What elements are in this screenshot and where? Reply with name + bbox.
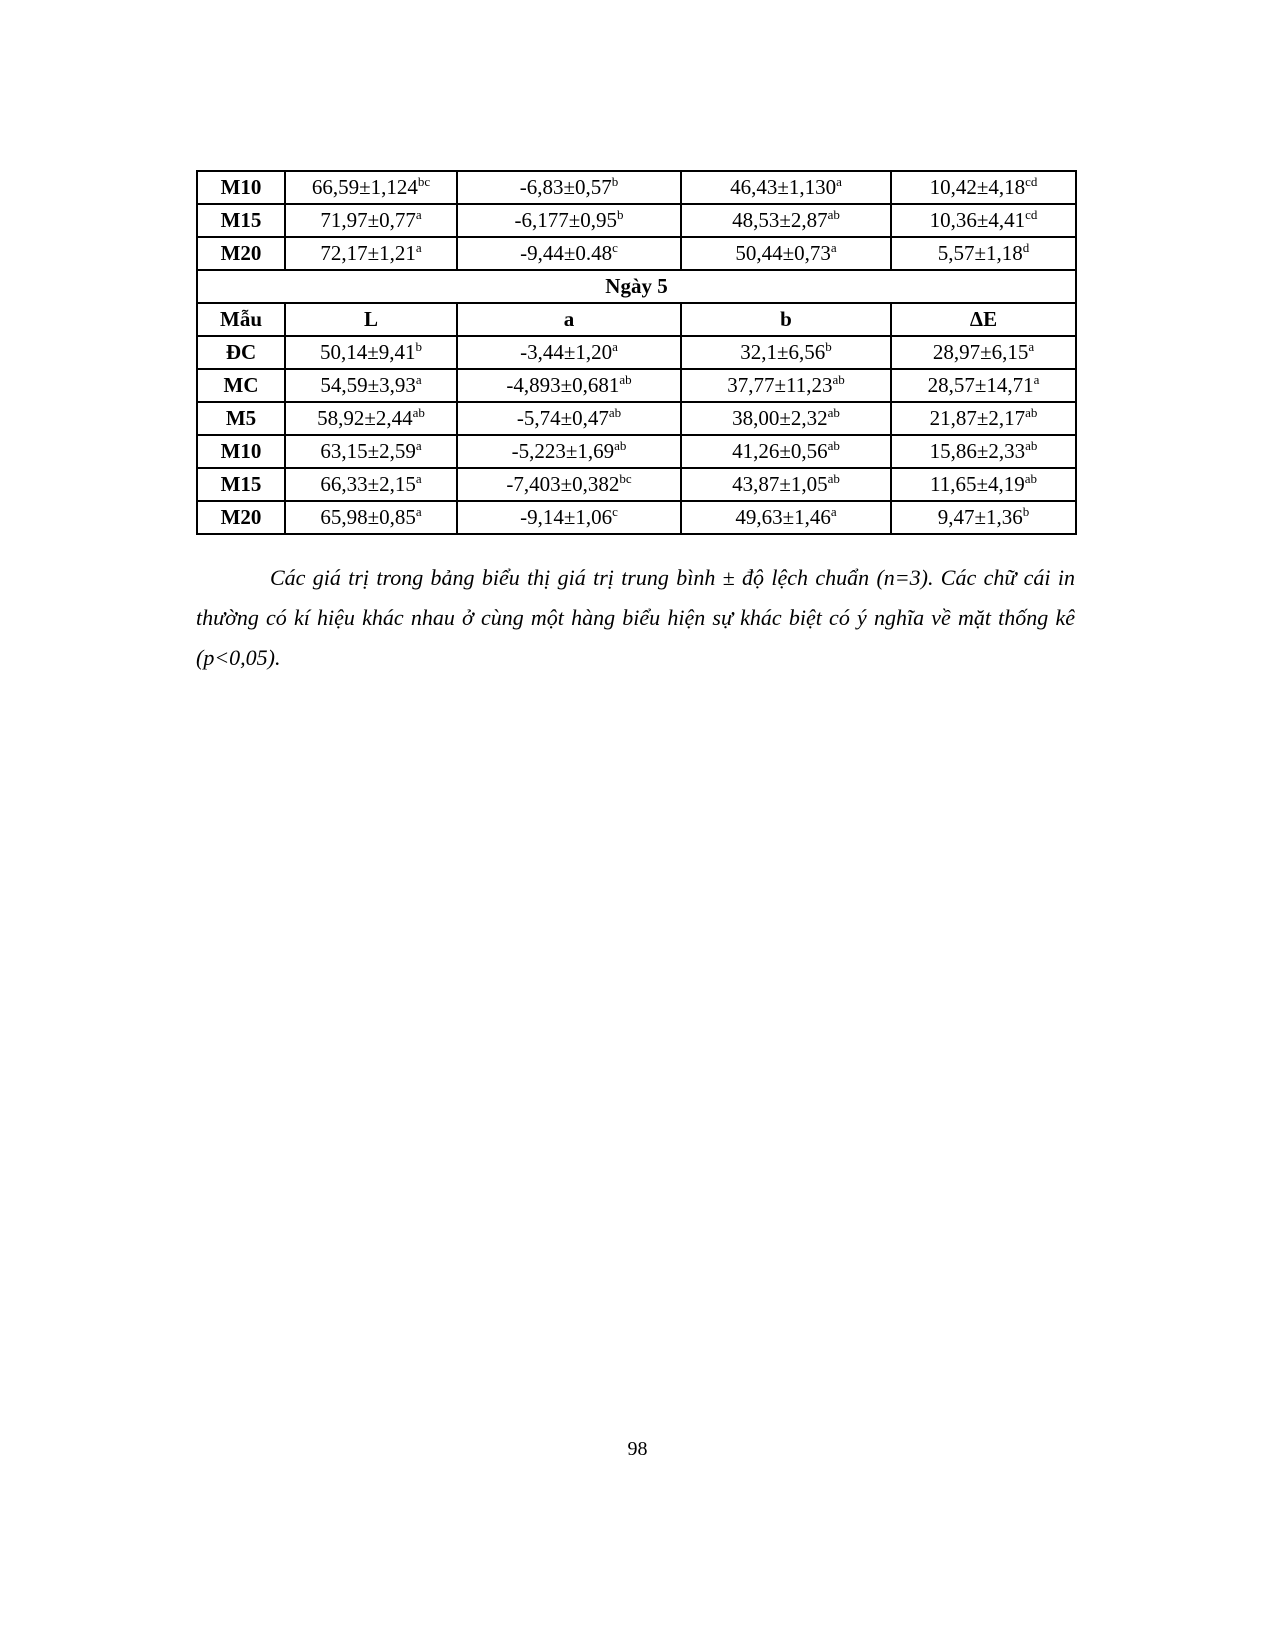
significance-letter: ab bbox=[827, 471, 840, 487]
significance-letter: cd bbox=[1025, 174, 1038, 190]
column-header: a bbox=[457, 303, 681, 336]
value-cell: 71,97±0,77$^a$ bbox=[285, 204, 457, 237]
value-cell: 38,00±2,32$^{ab}$ bbox=[681, 402, 891, 435]
value-cell: 10,36±4,41$^{cd}$ bbox=[891, 204, 1076, 237]
significance-letter: ab bbox=[827, 405, 840, 421]
value-cell: 43,87±1,05$^{ab}$ bbox=[681, 468, 891, 501]
table-row bbox=[197, 468, 1076, 501]
significance-letter: b bbox=[825, 339, 832, 355]
significance-letter: c bbox=[612, 504, 618, 520]
significance-letter: a bbox=[415, 504, 422, 520]
significance-letter: b bbox=[1022, 504, 1030, 520]
significance-letter: a bbox=[836, 174, 842, 190]
value-cell: 72,17±1,21$^a$ bbox=[285, 237, 457, 270]
sample-label-cell: M10 bbox=[197, 171, 285, 204]
table-row bbox=[197, 435, 1076, 468]
table-caption: Các giá trị trong bảng biểu thị giá trị trung bình ± độ lệch chuẩn (n=3). Các chữ cái in thường có kí hiệu khác nhau ở cùng một hàng biểu hiện sự khác biệt có ý nghĩa về mặt thống kê (p<0,05). bbox=[196, 565, 1075, 671]
value-cell: 46,43±1,130$^a$ bbox=[681, 171, 891, 204]
significance-letter: b bbox=[611, 174, 619, 190]
value-cell: 9,47±1,36$^b$ bbox=[891, 501, 1076, 534]
value-cell: -4,893±0,681$^{ab}$ bbox=[457, 369, 681, 402]
significance-letter: ab bbox=[827, 438, 840, 454]
value-cell: 15,86±2,33$^{ab}$ bbox=[891, 435, 1076, 468]
significance-letter: a bbox=[830, 504, 837, 520]
column-header: b bbox=[681, 303, 891, 336]
value-cell: 65,98±0,85$^a$ bbox=[285, 501, 457, 534]
value-cell: 50,44±0,73$^a$ bbox=[681, 237, 891, 270]
significance-letter: ab bbox=[608, 405, 622, 421]
sample-label-cell: M5 bbox=[197, 402, 285, 435]
significance-letter: ab bbox=[1025, 438, 1038, 454]
significance-letter: a bbox=[612, 339, 618, 355]
value-cell: 54,59±3,93$^a$ bbox=[285, 369, 457, 402]
sample-label-cell: ĐC bbox=[197, 336, 285, 369]
significance-letter: d bbox=[1022, 240, 1030, 256]
value-cell: -3,44±1,20$^a$ bbox=[457, 336, 681, 369]
value-cell: 37,77±11,23$^{ab}$ bbox=[681, 369, 891, 402]
table-row bbox=[197, 402, 1076, 435]
section-title: Ngày 5 bbox=[197, 270, 1076, 303]
significance-letter: ab bbox=[827, 207, 840, 223]
significance-letter: b bbox=[415, 339, 423, 355]
sample-label-cell: M20 bbox=[197, 501, 285, 534]
table-row bbox=[197, 204, 1076, 237]
sample-label-cell: MC bbox=[197, 369, 285, 402]
significance-letter: bc bbox=[619, 471, 632, 487]
significance-letter: ab bbox=[1025, 405, 1038, 421]
significance-letter: a bbox=[415, 372, 422, 388]
section-header-row bbox=[197, 270, 1076, 303]
value-cell: 5,57±1,18$^d$ bbox=[891, 237, 1076, 270]
value-cell: 66,33±2,15$^a$ bbox=[285, 468, 457, 501]
column-header-row bbox=[197, 303, 1076, 336]
page-number: 98 bbox=[627, 1438, 648, 1460]
column-header: ΔE bbox=[891, 303, 1076, 336]
value-cell: 11,65±4,19$^{ab}$ bbox=[891, 468, 1076, 501]
significance-letter: ab bbox=[412, 405, 425, 421]
table-row bbox=[197, 171, 1076, 204]
table-row bbox=[197, 501, 1076, 534]
value-cell: -6,83±0,57$^b$ bbox=[457, 171, 681, 204]
significance-letter: a bbox=[415, 240, 422, 256]
significance-letter: c bbox=[612, 240, 618, 256]
value-cell: -7,403±0,382$^{bc}$ bbox=[457, 468, 681, 501]
significance-letter: ab bbox=[614, 438, 627, 454]
significance-letter: a bbox=[415, 207, 422, 223]
value-cell: 49,63±1,46$^a$ bbox=[681, 501, 891, 534]
sample-label-cell: M15 bbox=[197, 468, 285, 501]
sample-label-cell: M10 bbox=[197, 435, 285, 468]
value-cell: 66,59±1,124$^{bc}$ bbox=[285, 171, 457, 204]
significance-letter: a bbox=[1033, 372, 1040, 388]
value-cell: 50,14±9,41$^b$ bbox=[285, 336, 457, 369]
significance-letter: a bbox=[1028, 339, 1035, 355]
significance-letter: ab bbox=[1024, 471, 1038, 487]
sample-label-cell: M15 bbox=[197, 204, 285, 237]
table-row bbox=[197, 336, 1076, 369]
color-measurement-table bbox=[196, 170, 1077, 535]
significance-letter: a bbox=[830, 240, 837, 256]
significance-letter: ab bbox=[832, 372, 845, 388]
value-cell: 58,92±2,44$^{ab}$ bbox=[285, 402, 457, 435]
column-header: Mẫu bbox=[197, 303, 285, 336]
value-cell: -5,223±1,69$^{ab}$ bbox=[457, 435, 681, 468]
significance-letter: a bbox=[415, 438, 422, 454]
value-cell: 28,57±14,71$^a$ bbox=[891, 369, 1076, 402]
value-cell: 48,53±2,87$^{ab}$ bbox=[681, 204, 891, 237]
column-header: L bbox=[285, 303, 457, 336]
value-cell: -9,14±1,06$^c$ bbox=[457, 501, 681, 534]
significance-letter: ab bbox=[619, 372, 632, 388]
sample-label-cell: M20 bbox=[197, 237, 285, 270]
value-cell: 10,42±4,18$^{cd}$ bbox=[891, 171, 1076, 204]
table-body bbox=[197, 171, 1076, 534]
value-cell: -9,44±0.48$^c$ bbox=[457, 237, 681, 270]
table-row bbox=[197, 237, 1076, 270]
significance-letter: b bbox=[617, 207, 624, 223]
value-cell: 63,15±2,59$^a$ bbox=[285, 435, 457, 468]
value-cell: 28,97±6,15$^a$ bbox=[891, 336, 1076, 369]
table-row bbox=[197, 369, 1076, 402]
value-cell: 32,1±6,56$^b$ bbox=[681, 336, 891, 369]
value-cell: -6,177±0,95$^b$ bbox=[457, 204, 681, 237]
significance-letter: cd bbox=[1025, 207, 1038, 223]
significance-letter: a bbox=[415, 471, 422, 487]
value-cell: 41,26±0,56$^{ab}$ bbox=[681, 435, 891, 468]
value-cell: -5,74±0,47$^{ab}$ bbox=[457, 402, 681, 435]
value-cell: 21,87±2,17$^{ab}$ bbox=[891, 402, 1076, 435]
significance-letter: bc bbox=[417, 174, 431, 190]
